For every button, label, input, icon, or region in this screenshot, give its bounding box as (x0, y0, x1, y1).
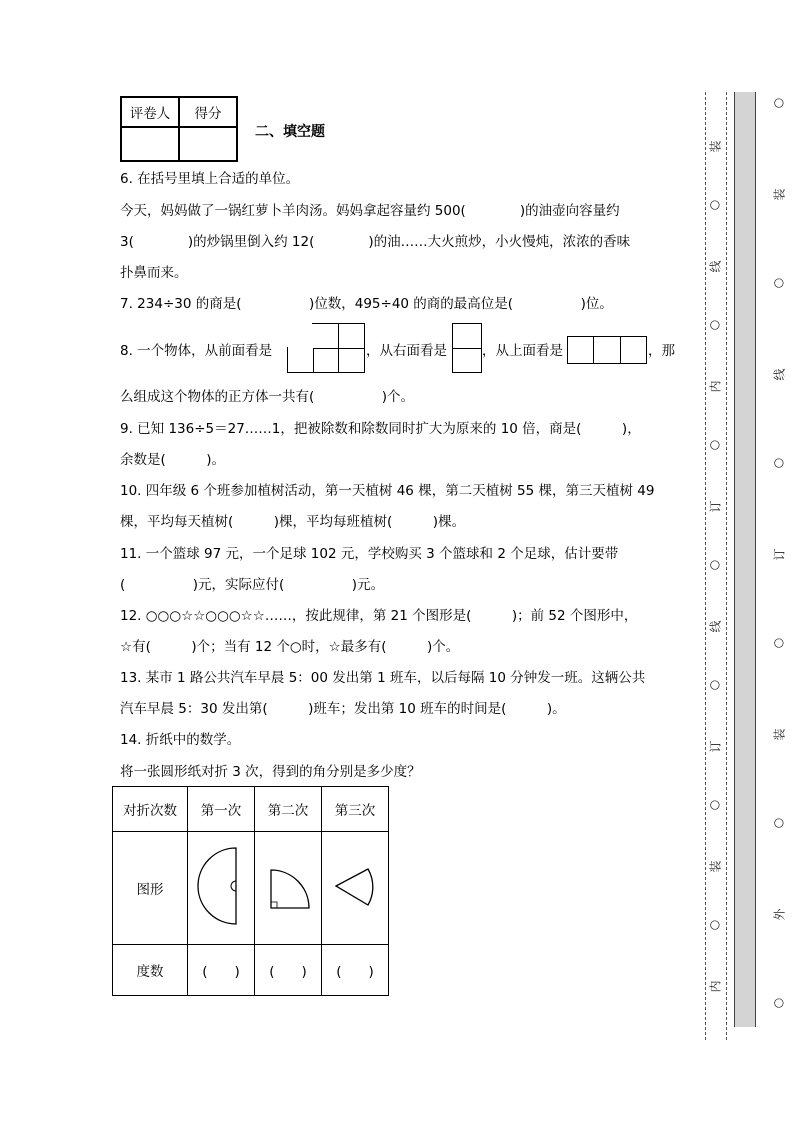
q8-part-c: ，从上面看是 (482, 343, 563, 359)
binding-mark: ○ (707, 919, 722, 931)
binding-mark: ○ (707, 199, 722, 211)
q7: 7. 234÷30 的商是( )位数，495÷40 的商的最高位是( )位。 (120, 296, 613, 312)
binding-mark: ○ (707, 559, 722, 571)
binding-mark: 线 (708, 620, 723, 633)
binding-gray-strip (734, 92, 756, 1027)
reviewer-header: 评卷人 (121, 97, 179, 127)
binding-mark: ○ (707, 799, 722, 811)
binding-mark: 外 (772, 908, 787, 921)
q6-title: 6. 在括号里填上合适的单位。 (120, 171, 300, 187)
binding-mark: ○ (771, 277, 786, 289)
binding-mark: ○ (771, 997, 786, 1009)
degree-blank-third[interactable]: ( ) (322, 945, 389, 996)
fold-header-third: 第三次 (322, 787, 389, 832)
q12-line1: 12. ○○○☆☆○○○☆☆……，按此规律，第 21 个图形是( )；前 52 个图形中， (120, 608, 638, 624)
binding-mark: 装 (772, 728, 787, 741)
binding-mark: 线 (708, 260, 723, 273)
top-view-figure (567, 336, 647, 364)
fold-header-count: 对折次数 (113, 787, 188, 832)
q13-line1: 13. 某市 1 路公共汽车早晨 5：00 发出第 1 班车，以后每隔 10 分钟发一班。这辆公共 (120, 670, 646, 686)
fold-table (112, 786, 389, 996)
binding-mark: ○ (771, 637, 786, 649)
fold-header-first: 第一次 (188, 787, 255, 832)
q8-part-a: 8. 一个物体，从前面看是 (120, 343, 273, 359)
fold-figure-third (322, 832, 389, 945)
degree-blank-second[interactable]: ( ) (255, 945, 322, 996)
reviewer-cell[interactable] (121, 127, 179, 161)
binding-mark: 内 (708, 980, 723, 993)
q8-line2: 么组成这个物体的正方体一共有( )个。 (120, 389, 415, 405)
fold-figure-first (188, 832, 255, 945)
section-title: 二、填空题 (255, 124, 325, 140)
q13-line2: 汽车早晨 5：30 发出第( )班车；发出第 10 班车的时间是( )。 (120, 701, 566, 717)
binding-mark: ○ (707, 319, 722, 331)
binding-mark: 订 (708, 500, 723, 513)
q10-line2: 棵，平均每天植树( )棵，平均每班植树( )棵。 (120, 514, 466, 530)
q8-part-b: ，从右面看是 (366, 343, 447, 359)
binding-mark: 装 (708, 860, 723, 873)
binding-mark: 订 (772, 548, 787, 561)
fold-row-figure-label: 图形 (113, 832, 188, 945)
fold-figure-second (255, 832, 322, 945)
q9-line1: 9. 已知 136÷5＝27……1，把被除数和除数同时扩大为原来的 10 倍，商是( )， (120, 421, 641, 437)
q14-title: 14. 折纸中的数学。 (120, 732, 241, 748)
binding-mark: 装 (772, 188, 787, 201)
binding-mark: ○ (771, 817, 786, 829)
front-view-mask (287, 323, 312, 347)
q9-line2: 余数是( )。 (120, 452, 226, 468)
right-view-figure (452, 323, 482, 373)
binding-mark: ○ (771, 97, 786, 109)
q6-line2: 3( )的炒锅里倒入约 12( )的油……大火煎炒，小火慢炖，浓浓的香味 (120, 234, 631, 250)
fold-header-second: 第二次 (255, 787, 322, 832)
binding-mark: ○ (707, 439, 722, 451)
score-header: 得分 (179, 97, 237, 127)
binding-mark: 订 (708, 740, 723, 753)
quarter-circle-figure (263, 856, 313, 916)
q10-line1: 10. 四年级 6 个班参加植树活动，第一天植树 46 棵，第二天植树 55 棵，第三天植树 49 (120, 483, 655, 499)
binding-mark: 装 (708, 140, 723, 153)
q8-part-d: ，那 (648, 343, 675, 359)
q11-line1: 11. 一个篮球 97 元，一个足球 102 元，学校购买 3 个篮球和 2 个足球，估计要带 (120, 546, 619, 562)
q6-line1: 今天，妈妈做了一锅红萝卜羊肉汤。妈妈拿起容量约 500( )的油壶向容量约 (120, 203, 620, 219)
score-cell[interactable] (179, 127, 237, 161)
binding-mark: 线 (772, 368, 787, 381)
q12-line2: ☆有( )个；当有 12 个○时，☆最多有( )个。 (120, 639, 460, 655)
q6-line3: 扑鼻而来。 (120, 265, 188, 281)
binding-mark: 内 (708, 380, 723, 393)
degree-blank-first[interactable]: ( ) (188, 945, 255, 996)
score-table (120, 96, 238, 162)
binding-mark: ○ (771, 457, 786, 469)
binding-mark: ○ (707, 679, 722, 691)
q14-subtitle: 将一张圆形纸对折 3 次，得到的角分别是多少度？ (120, 764, 421, 780)
fold-row-degree-label: 度数 (113, 945, 188, 996)
semicircle-figure (196, 846, 246, 926)
q11-line2: ( )元，实际应付( )元。 (120, 577, 385, 593)
eighth-circle-figure (330, 861, 380, 911)
